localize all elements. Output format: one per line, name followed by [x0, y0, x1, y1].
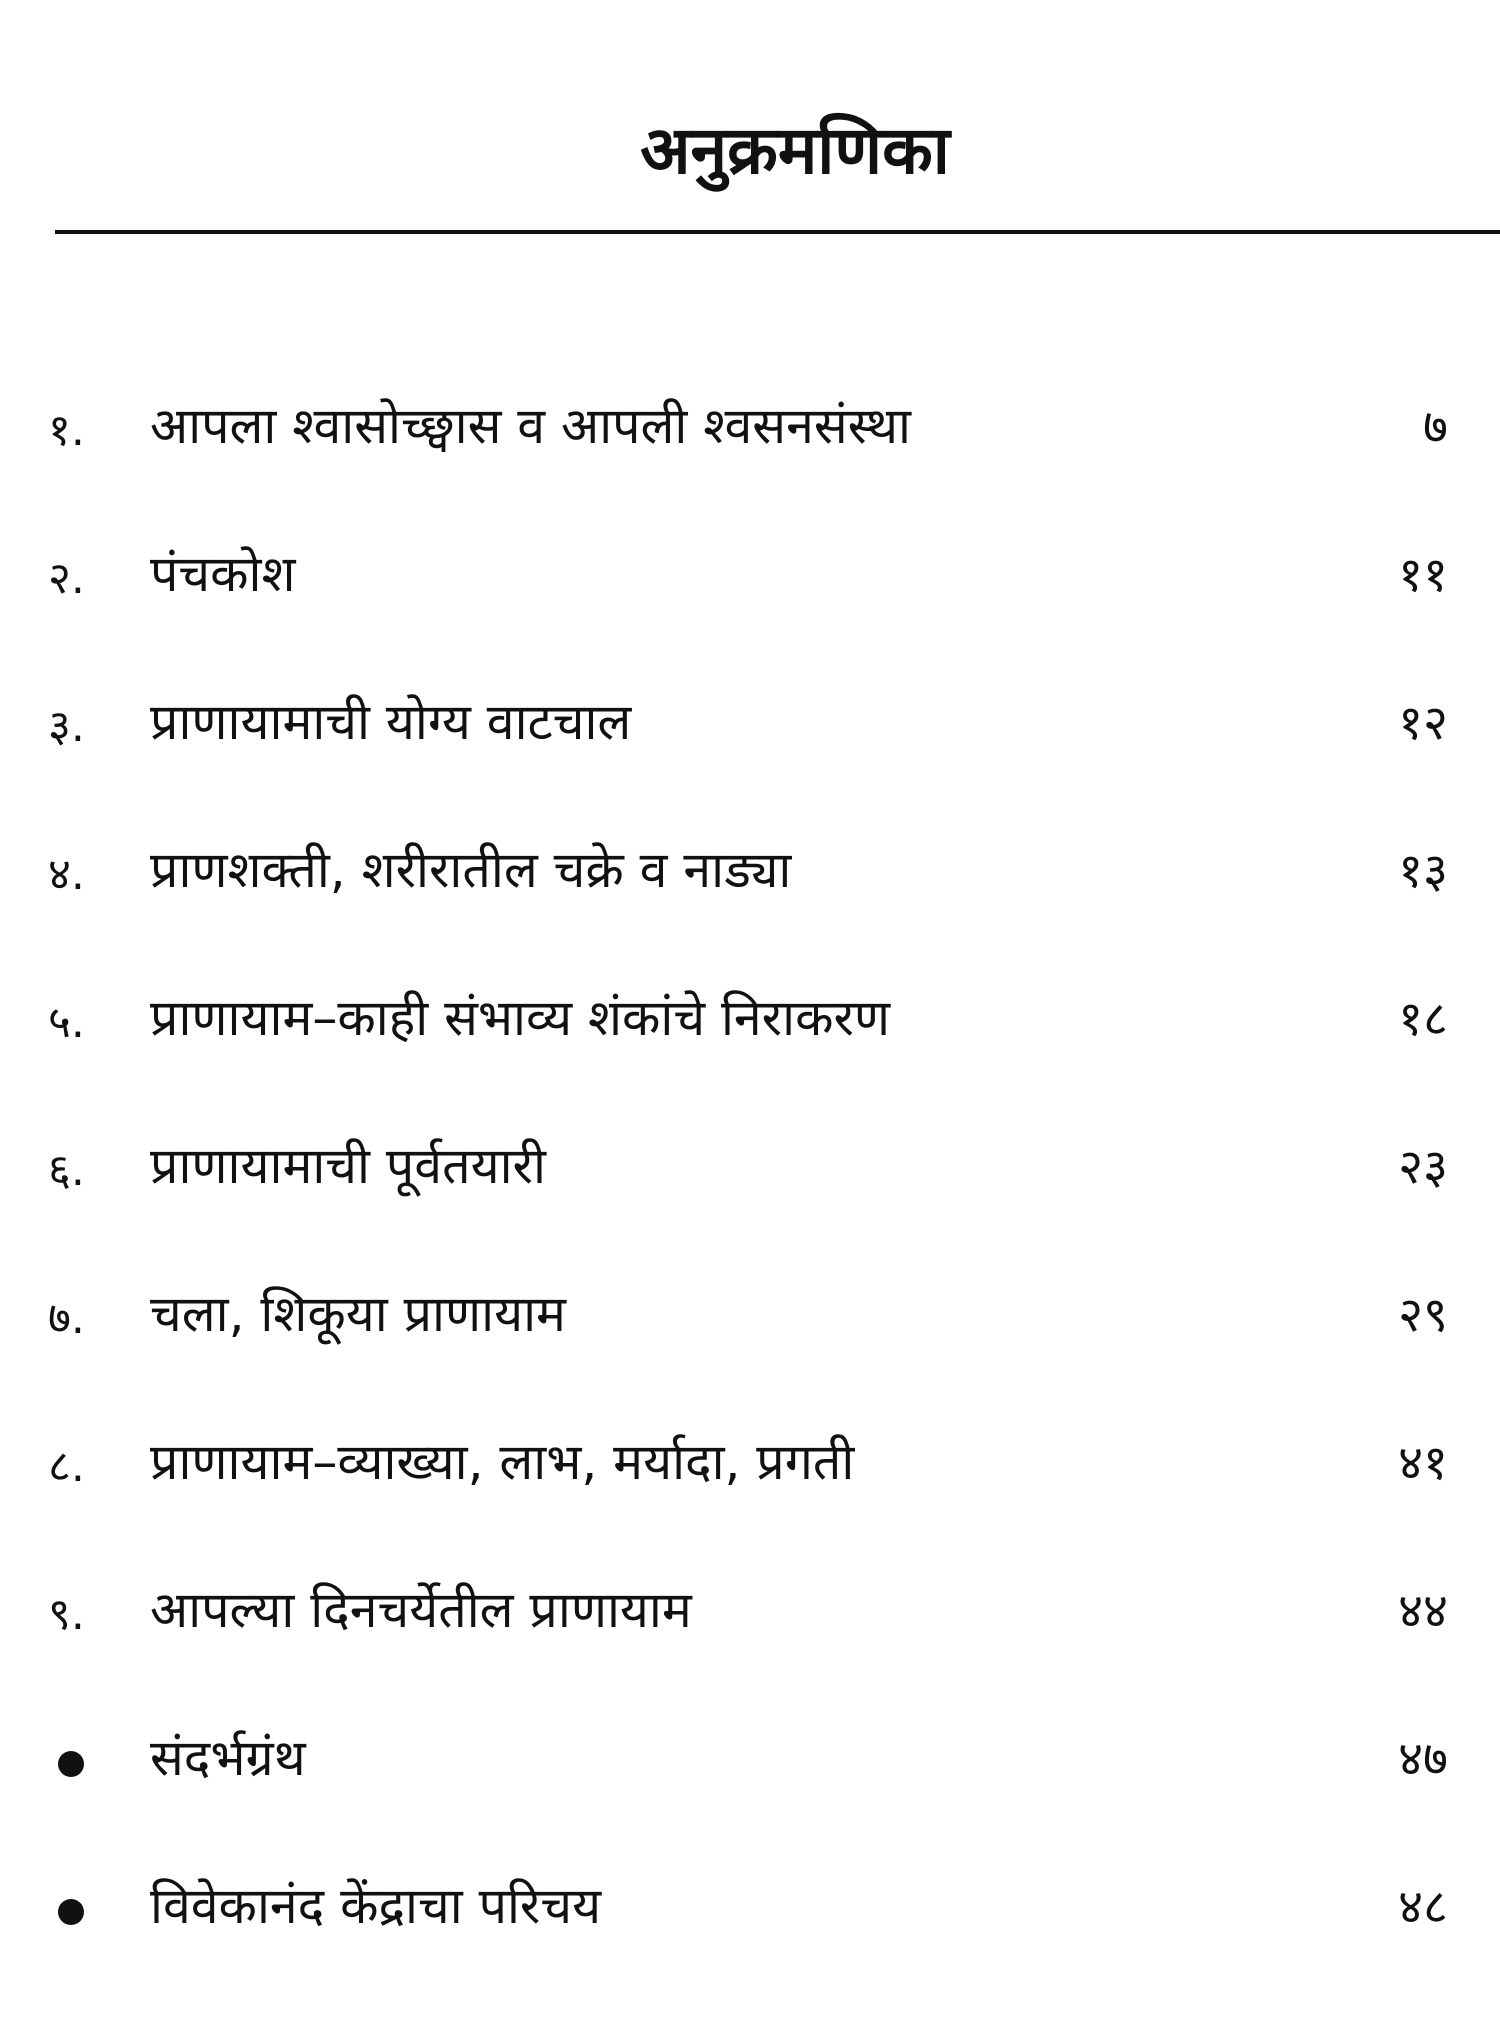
toc-item-page: ४१ [1398, 1435, 1448, 1491]
toc-item-number: २. [48, 553, 85, 604]
toc-item-title: आपल्या दिनचर्येतील प्राणायाम [150, 1581, 692, 1639]
toc-item [0, 1431, 1500, 1579]
toc-item [0, 839, 1500, 987]
toc-item [0, 1135, 1500, 1283]
table-of-contents [0, 395, 1500, 2023]
toc-item-page: ११ [1398, 547, 1448, 603]
toc-item-page: ४७ [1398, 1731, 1448, 1787]
toc-item [0, 987, 1500, 1135]
toc-item-number: ४. [48, 849, 85, 900]
toc-item-number: ८. [48, 1441, 85, 1492]
toc-item-title: संदर्भग्रंथ [150, 1729, 306, 1787]
toc-item-title: प्राणशक्ती, शरीरातील चक्रे व नाड्या [150, 841, 792, 899]
toc-item-title: प्राणायामाची योग्य वाटचाल [150, 693, 632, 751]
toc-item-title: पंचकोश [150, 545, 296, 603]
toc-item-page: ४४ [1398, 1583, 1448, 1639]
toc-item [0, 395, 1500, 543]
toc-item-number: ७. [48, 1293, 85, 1344]
toc-item-number: ५. [48, 997, 85, 1048]
toc-item-number: ३. [48, 701, 85, 752]
bullet-icon [58, 1899, 84, 1925]
toc-item-page: ७ [1423, 399, 1448, 455]
page-title: अनुक्रमणिका [640, 112, 950, 189]
toc-item [0, 1283, 1500, 1431]
toc-item [0, 1875, 1500, 2023]
toc-item-page: १२ [1398, 695, 1448, 751]
toc-item-page: ४८ [1398, 1879, 1448, 1935]
toc-item-title: प्राणायाम–काही संभाव्य शंकांचे निराकरण [150, 989, 891, 1047]
toc-item-title: प्राणायाम–व्याख्या, लाभ, मर्यादा, प्रगती [150, 1433, 855, 1491]
toc-item-page: १३ [1398, 843, 1448, 899]
bullet-icon [58, 1751, 84, 1777]
toc-item [0, 1579, 1500, 1727]
toc-item-title: विवेकानंद केंद्राचा परिचय [150, 1877, 602, 1935]
toc-item [0, 1727, 1500, 1875]
toc-item-page: २९ [1398, 1287, 1448, 1343]
toc-item-number: १. [48, 405, 85, 456]
toc-item-number: ९. [48, 1589, 85, 1640]
toc-item-page: १८ [1398, 991, 1448, 1047]
toc-item-title: चला, शिकूया प्राणायाम [150, 1285, 566, 1343]
toc-item-title: प्राणायामाची पूर्वतयारी [150, 1137, 546, 1195]
toc-item-title: आपला श्वासोच्छ्वास व आपली श्वसनसंस्था [150, 397, 911, 455]
toc-item [0, 691, 1500, 839]
toc-item-page: २३ [1398, 1139, 1448, 1195]
toc-item [0, 543, 1500, 691]
toc-item-number: ६. [48, 1145, 85, 1196]
title-divider [55, 230, 1500, 234]
